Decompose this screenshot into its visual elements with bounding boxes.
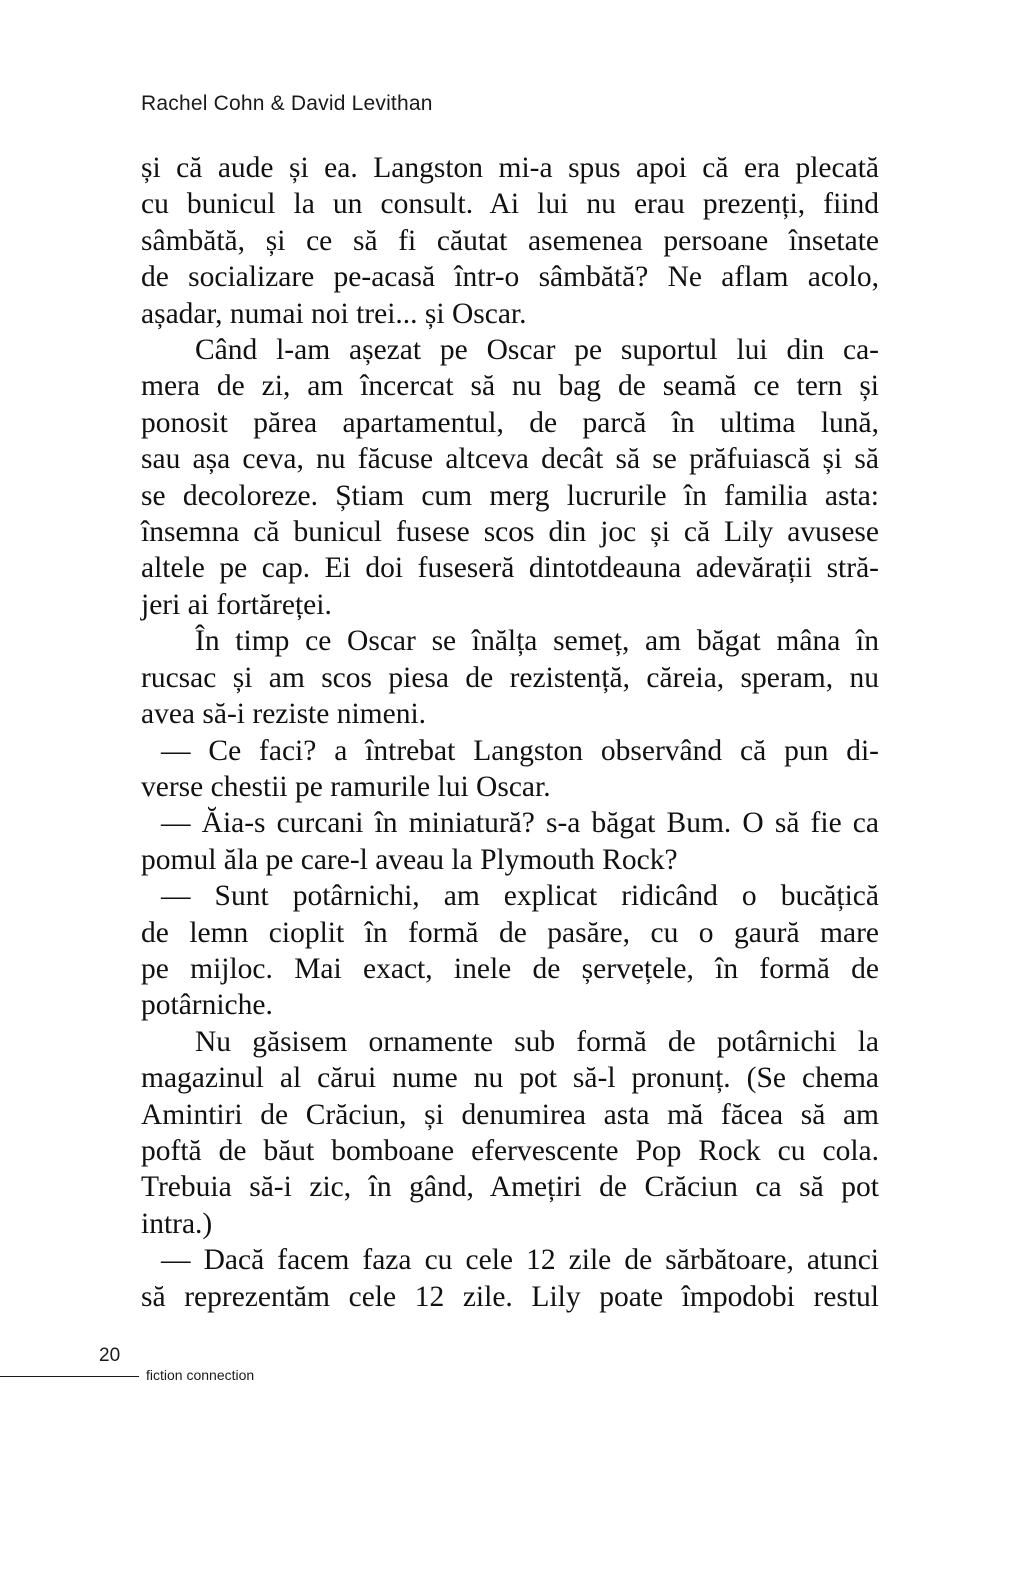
text-line: Amintiri de Crăciun, și denumirea asta mă făcea să am [141, 1098, 879, 1131]
text-line: Nu găsisem ornamente sub formă de potârnichi la [195, 1025, 879, 1058]
text-line: de lemn cioplit în formă de pasăre, cu o gaură mare [141, 916, 879, 949]
text-line: să reprezentăm cele 12 zile. Lily poate împodobi restul [141, 1280, 879, 1313]
text-line: pomul ăla pe care-l aveau la Plymouth Rock? [141, 843, 678, 876]
text-line: pe mijloc. Mai exact, inele de șervețele, în formă de [141, 952, 879, 985]
text-line: Când l-am așezat pe Oscar pe suportul lui din ca- [195, 334, 879, 367]
text-line: — Dacă facem faza cu cele 12 zile de sărbătoare, atunci [161, 1244, 879, 1277]
text-line: intra.) [141, 1207, 213, 1240]
text-line: se decoloreze. Știam cum merg lucrurile în familia asta: [141, 479, 879, 512]
text-line: rucsac și am scos piesa de rezistență, căreia, speram, nu [141, 661, 879, 694]
text-line: jeri ai fortăreței. [141, 588, 332, 621]
text-line: altele pe cap. Ei doi fuseseră dintotdeauna adevărații stră- [141, 552, 879, 585]
text-line: avea să-i reziste nimeni. [141, 698, 427, 731]
text-line: cu bunicul la un consult. Ai lui nu erau prezenți, fiind [141, 188, 879, 221]
text-line: așadar, numai noi trei... și Oscar. [141, 297, 527, 330]
text-line: mera de zi, am încercat să nu bag de seamă ce tern și [141, 370, 879, 403]
body-text [141, 150, 879, 1315]
imprint-label: fiction connection [146, 1367, 255, 1383]
text-line: Trebuia să-i zic, în gând, Amețiri de Crăciun ca să pot [141, 1171, 879, 1204]
text-line: însemna că bunicul fusese scos din joc și că Lily avusese [141, 516, 879, 549]
text-line: potârniche. [141, 989, 273, 1022]
text-line: magazinul al cărui nume nu pot să-l pronunț. (Se chema [141, 1062, 879, 1095]
text-line: În timp ce Oscar se înălța semeț, am băgat mâna în [195, 625, 879, 658]
text-line: ponosit părea apartamentul, de parcă în ultima lună, [141, 406, 879, 439]
text-line: poftă de băut bomboane efervescente Pop Rock cu cola. [141, 1134, 879, 1167]
text-line: — Sunt potârnichi, am explicat ridicând o bucățică [161, 880, 879, 913]
page-number: 20 [99, 1345, 121, 1366]
text-line: — Ce faci? a întrebat Langston observând că pun di- [161, 734, 879, 767]
text-line: sâmbătă, și ce să fi căutat asemenea persoane însetate [141, 224, 879, 257]
text-line: și că aude și ea. Langston mi-a spus apoi că era plecată [141, 152, 879, 184]
text-line: — Ăia-s curcani în miniatură? s-a băgat Bum. O să fie ca [161, 807, 879, 840]
text-line: sau așa ceva, nu făcuse altceva decât să se prăfuiască și să [141, 443, 879, 476]
text-line: verse chestii pe ramurile lui Oscar. [141, 770, 551, 803]
running-head: Rachel Cohn & David Levithan [141, 92, 433, 115]
footer-rule [0, 1376, 139, 1377]
text-line: de socializare pe-acasă într-o sâmbătă? Ne aflam acolo, [141, 261, 879, 294]
